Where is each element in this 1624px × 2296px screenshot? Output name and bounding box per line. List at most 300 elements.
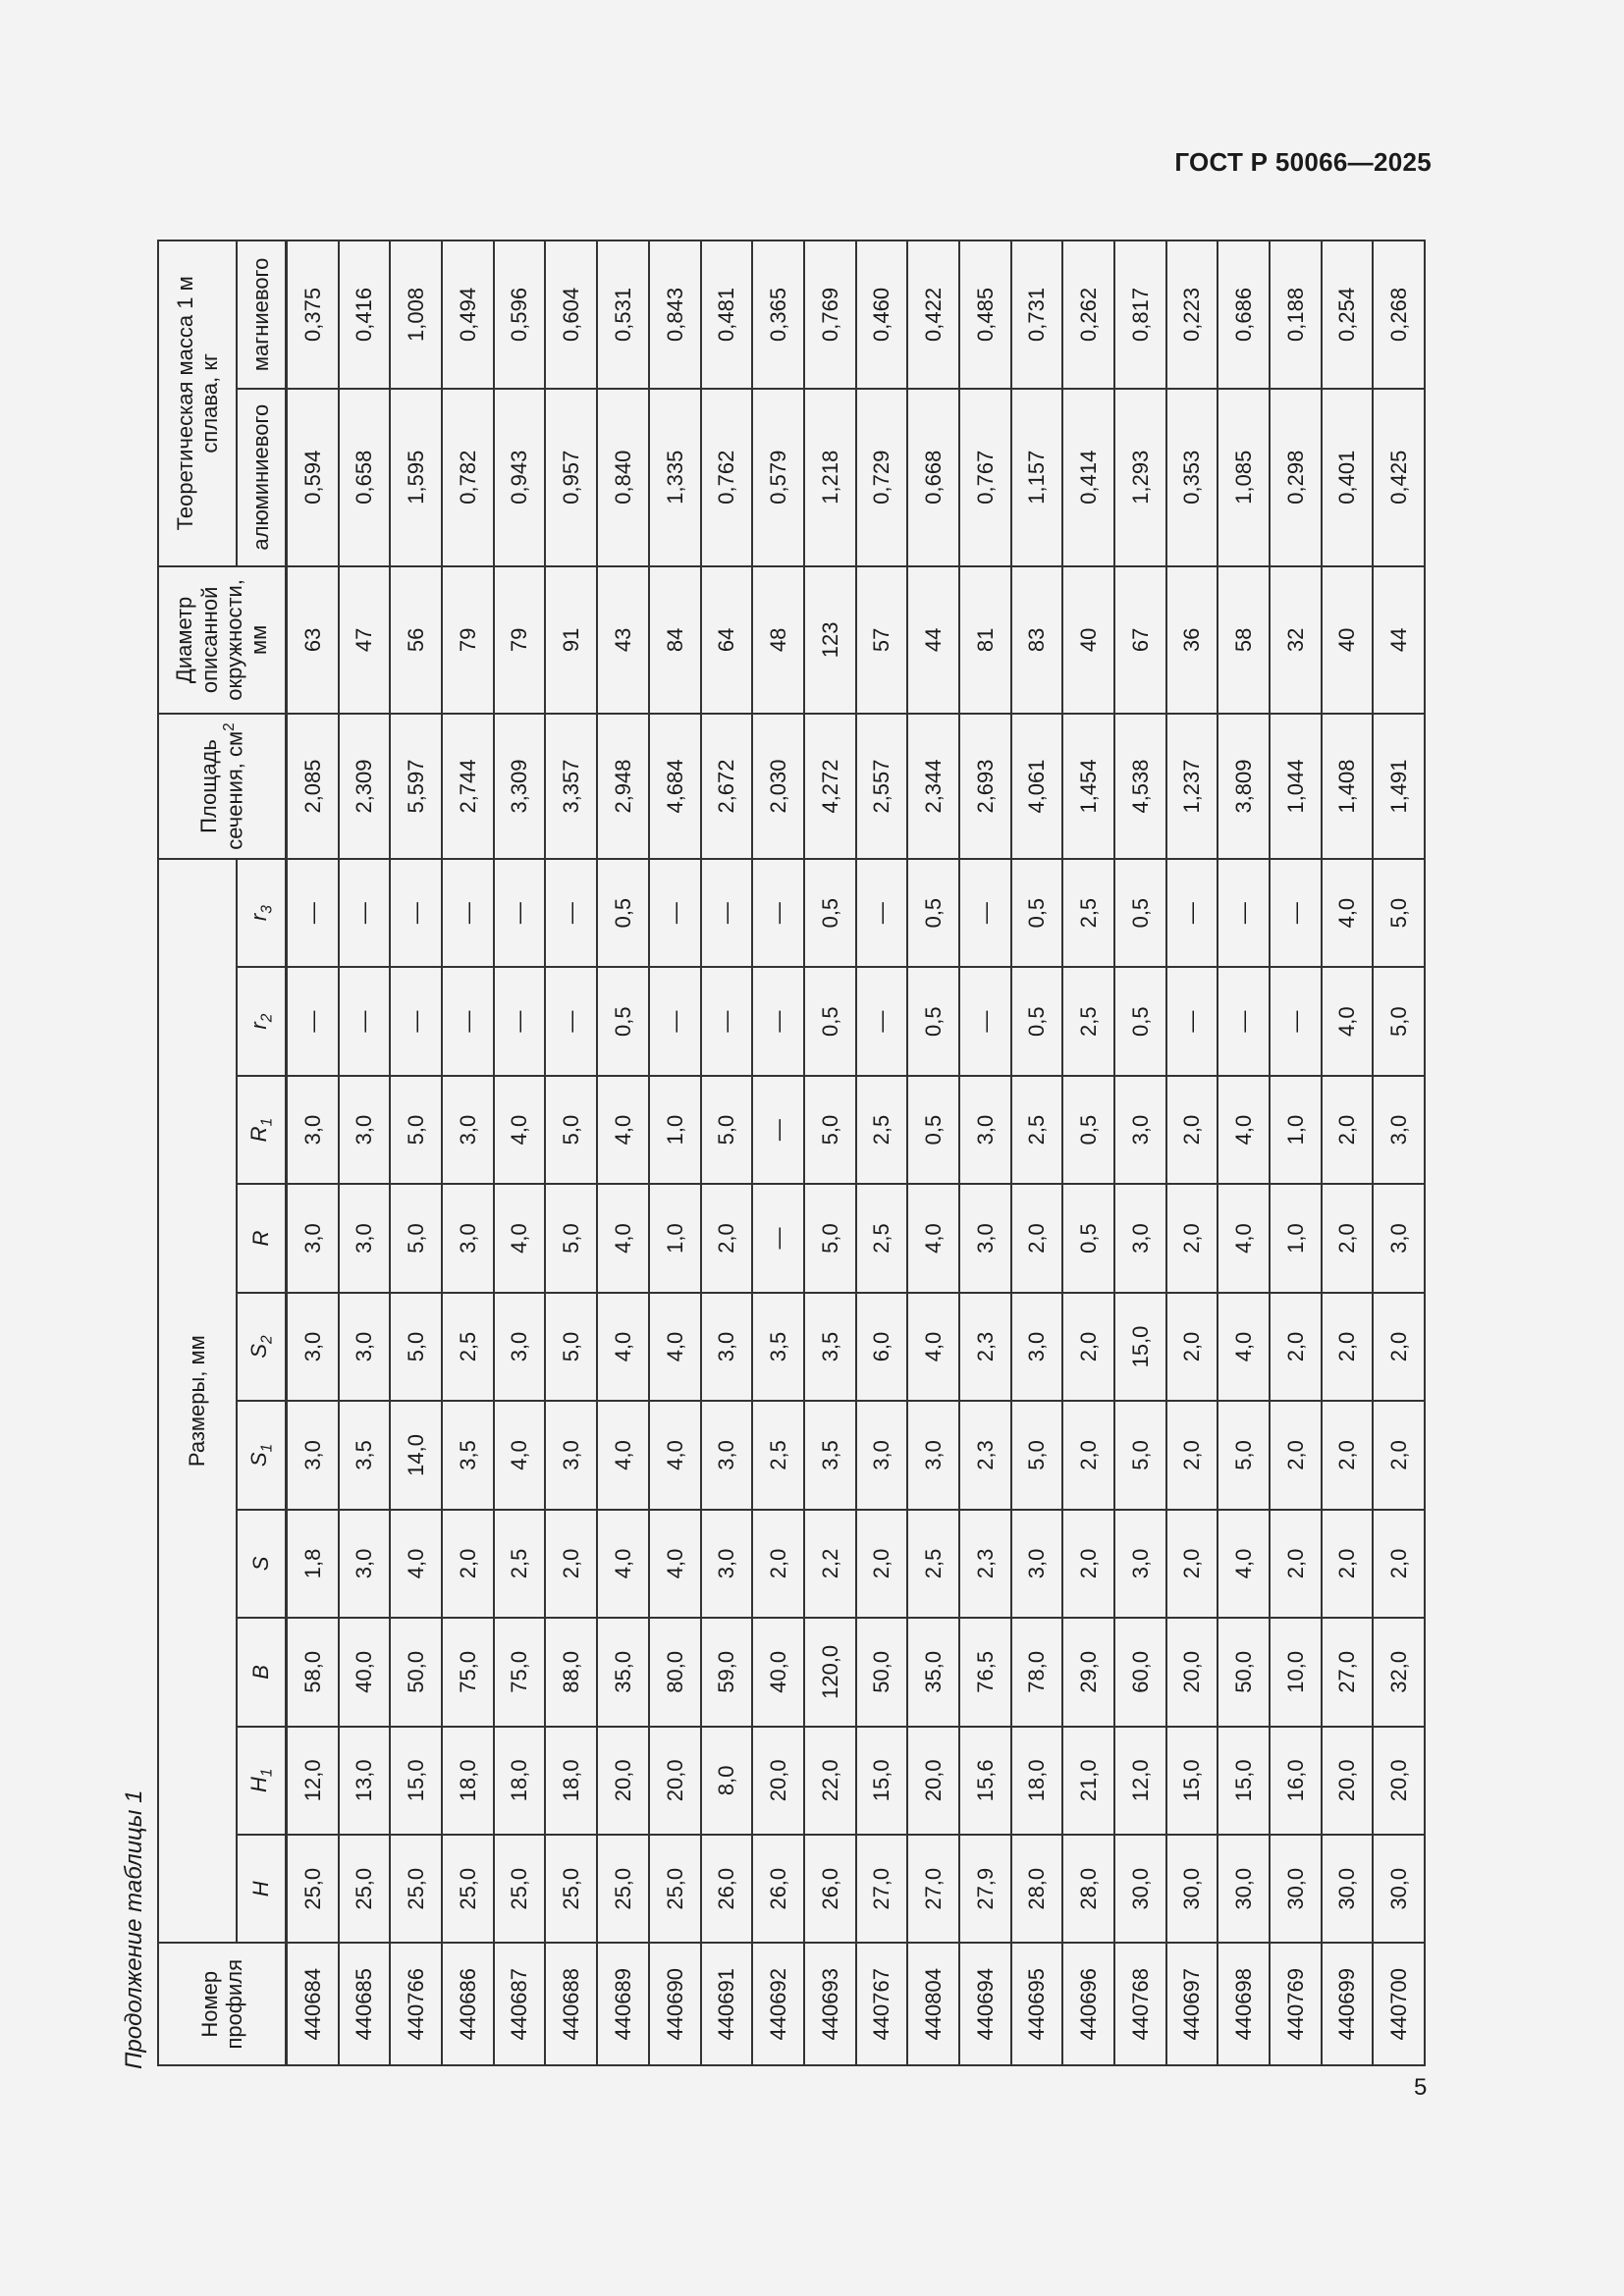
table-row bbox=[545, 240, 597, 2065]
cell-r3: 0,5 bbox=[597, 859, 649, 968]
cell-H: 27,9 bbox=[959, 1835, 1011, 1943]
cell-diameter: 47 bbox=[339, 566, 391, 715]
cell-S1: 14,0 bbox=[390, 1401, 442, 1509]
cell-H1: 18,0 bbox=[1011, 1727, 1063, 1835]
cell-area: 4,061 bbox=[1011, 714, 1063, 859]
cell-S: 2,0 bbox=[1062, 1510, 1114, 1618]
cell-profile-number: 440687 bbox=[494, 1943, 546, 2065]
cell-mass-magnesium: 0,416 bbox=[339, 240, 391, 389]
cell-area: 2,557 bbox=[856, 714, 908, 859]
table-row bbox=[494, 240, 546, 2065]
cell-S1: 2,5 bbox=[752, 1401, 804, 1509]
cell-profile-number: 440694 bbox=[959, 1943, 1011, 2065]
cell-r2: — bbox=[442, 967, 494, 1075]
cell-S1: 2,0 bbox=[1270, 1401, 1322, 1509]
cell-S1: 3,0 bbox=[856, 1401, 908, 1509]
cell-mass-magnesium: 1,008 bbox=[390, 240, 442, 389]
cell-area: 4,684 bbox=[649, 714, 701, 859]
cell-R1: 5,0 bbox=[390, 1076, 442, 1184]
cell-S: 2,0 bbox=[442, 1510, 494, 1618]
cell-B: 60,0 bbox=[1114, 1618, 1166, 1726]
cell-R: 5,0 bbox=[390, 1184, 442, 1292]
cell-r2: 0,5 bbox=[907, 967, 959, 1075]
cell-H1: 12,0 bbox=[1114, 1727, 1166, 1835]
cell-S: 3,0 bbox=[701, 1510, 753, 1618]
table-body bbox=[287, 240, 1426, 2065]
cell-H: 26,0 bbox=[752, 1835, 804, 1943]
cell-R: 3,0 bbox=[287, 1184, 339, 1292]
cell-H1: 20,0 bbox=[1373, 1727, 1425, 1835]
cell-area: 2,344 bbox=[907, 714, 959, 859]
cell-S1: 2,0 bbox=[1373, 1401, 1425, 1509]
cell-B: 40,0 bbox=[752, 1618, 804, 1726]
table-row bbox=[959, 240, 1011, 2065]
cell-R: 3,0 bbox=[442, 1184, 494, 1292]
cell-S: 3,0 bbox=[1011, 1510, 1063, 1618]
cell-area: 5,597 bbox=[390, 714, 442, 859]
cell-area: 1,491 bbox=[1373, 714, 1425, 859]
cell-S1: 3,5 bbox=[339, 1401, 391, 1509]
cell-mass-aluminum: 0,414 bbox=[1062, 389, 1114, 566]
cell-R: 2,0 bbox=[1166, 1184, 1218, 1292]
cell-S2: 5,0 bbox=[390, 1293, 442, 1401]
page-number: 5 bbox=[1414, 2074, 1428, 2101]
cell-mass-aluminum: 1,293 bbox=[1114, 389, 1166, 566]
table-row bbox=[1062, 240, 1114, 2065]
cell-H: 25,0 bbox=[339, 1835, 391, 1943]
cell-r2: 4,0 bbox=[1322, 967, 1374, 1075]
cell-B: 80,0 bbox=[649, 1618, 701, 1726]
cell-S: 2,2 bbox=[804, 1510, 856, 1618]
cell-B: 59,0 bbox=[701, 1618, 753, 1726]
cell-H: 25,0 bbox=[649, 1835, 701, 1943]
cell-S1: 5,0 bbox=[1011, 1401, 1063, 1509]
cell-H: 25,0 bbox=[390, 1835, 442, 1943]
cell-H1: 20,0 bbox=[649, 1727, 701, 1835]
cell-r3: — bbox=[339, 859, 391, 968]
cell-S: 2,5 bbox=[494, 1510, 546, 1618]
cell-R1: 5,0 bbox=[545, 1076, 597, 1184]
cell-H: 30,0 bbox=[1166, 1835, 1218, 1943]
cell-H: 25,0 bbox=[494, 1835, 546, 1943]
header-r2: $r_2$ bbox=[237, 967, 287, 1075]
cell-S: 2,0 bbox=[1270, 1510, 1322, 1618]
table-row bbox=[1114, 240, 1166, 2065]
cell-B: 27,0 bbox=[1322, 1618, 1374, 1726]
cell-profile-number: 440695 bbox=[1011, 1943, 1063, 2065]
cell-r3: — bbox=[701, 859, 753, 968]
cell-mass-aluminum: 1,218 bbox=[804, 389, 856, 566]
cell-r2: 0,5 bbox=[597, 967, 649, 1075]
cell-R: 3,0 bbox=[1114, 1184, 1166, 1292]
cell-mass-magnesium: 0,817 bbox=[1114, 240, 1166, 389]
cell-mass-aluminum: 0,668 bbox=[907, 389, 959, 566]
cell-R1: 0,5 bbox=[1062, 1076, 1114, 1184]
cell-mass-magnesium: 0,481 bbox=[701, 240, 753, 389]
cell-profile-number: 440768 bbox=[1114, 1943, 1166, 2065]
cell-mass-magnesium: 0,843 bbox=[649, 240, 701, 389]
cell-diameter: 48 bbox=[752, 566, 804, 715]
cell-r3: — bbox=[649, 859, 701, 968]
cell-S: 2,0 bbox=[752, 1510, 804, 1618]
cell-S2: 4,0 bbox=[907, 1293, 959, 1401]
cell-S1: 2,0 bbox=[1322, 1401, 1374, 1509]
cell-H: 25,0 bbox=[442, 1835, 494, 1943]
header-B: B bbox=[237, 1618, 287, 1726]
cell-R1: 2,5 bbox=[1011, 1076, 1063, 1184]
cell-r2: — bbox=[649, 967, 701, 1075]
header-mass-group: Теоретическая масса 1 м сплава, кг bbox=[158, 240, 237, 566]
cell-r3: — bbox=[1270, 859, 1322, 968]
cell-diameter: 64 bbox=[701, 566, 753, 715]
cell-B: 50,0 bbox=[390, 1618, 442, 1726]
cell-H1: 8,0 bbox=[701, 1727, 753, 1835]
cell-r2: — bbox=[287, 967, 339, 1075]
cell-area: 2,693 bbox=[959, 714, 1011, 859]
cell-diameter: 40 bbox=[1062, 566, 1114, 715]
cell-r2: — bbox=[339, 967, 391, 1075]
cell-H: 28,0 bbox=[1011, 1835, 1063, 1943]
cell-H1: 18,0 bbox=[545, 1727, 597, 1835]
cell-R1: 3,0 bbox=[1114, 1076, 1166, 1184]
cell-B: 58,0 bbox=[287, 1618, 339, 1726]
cell-R: 2,0 bbox=[1011, 1184, 1063, 1292]
cell-r3: — bbox=[1218, 859, 1270, 968]
table-row bbox=[1218, 240, 1270, 2065]
cell-R1: 5,0 bbox=[701, 1076, 753, 1184]
cell-S2: 3,0 bbox=[701, 1293, 753, 1401]
cell-B: 50,0 bbox=[856, 1618, 908, 1726]
cell-mass-aluminum: 0,353 bbox=[1166, 389, 1218, 566]
cell-diameter: 79 bbox=[442, 566, 494, 715]
cell-R: 0,5 bbox=[1062, 1184, 1114, 1292]
cell-R: 3,0 bbox=[959, 1184, 1011, 1292]
cell-diameter: 84 bbox=[649, 566, 701, 715]
cell-mass-magnesium: 0,485 bbox=[959, 240, 1011, 389]
cell-diameter: 79 bbox=[494, 566, 546, 715]
cell-R: 5,0 bbox=[804, 1184, 856, 1292]
cell-S: 1,8 bbox=[287, 1510, 339, 1618]
cell-mass-magnesium: 0,254 bbox=[1322, 240, 1374, 389]
cell-S2: 3,5 bbox=[804, 1293, 856, 1401]
header-H: H bbox=[237, 1835, 287, 1943]
cell-profile-number: 440693 bbox=[804, 1943, 856, 2065]
cell-R1: 2,0 bbox=[1322, 1076, 1374, 1184]
cell-area: 3,357 bbox=[545, 714, 597, 859]
cell-R1: 3,0 bbox=[959, 1076, 1011, 1184]
cell-mass-aluminum: 0,729 bbox=[856, 389, 908, 566]
cell-area: 1,454 bbox=[1062, 714, 1114, 859]
cell-mass-aluminum: 1,085 bbox=[1218, 389, 1270, 566]
cell-r2: 5,0 bbox=[1373, 967, 1425, 1075]
cell-S1: 4,0 bbox=[494, 1401, 546, 1509]
cell-R: 4,0 bbox=[1218, 1184, 1270, 1292]
cell-B: 88,0 bbox=[545, 1618, 597, 1726]
cell-H1: 18,0 bbox=[442, 1727, 494, 1835]
cell-H1: 20,0 bbox=[597, 1727, 649, 1835]
cell-S1: 3,0 bbox=[907, 1401, 959, 1509]
cell-R1: 1,0 bbox=[1270, 1076, 1322, 1184]
cell-diameter: 56 bbox=[390, 566, 442, 715]
cell-mass-aluminum: 0,579 bbox=[752, 389, 804, 566]
table-row bbox=[442, 240, 494, 2065]
cell-B: 40,0 bbox=[339, 1618, 391, 1726]
cell-S2: 5,0 bbox=[545, 1293, 597, 1401]
cell-R: 3,0 bbox=[1373, 1184, 1425, 1292]
cell-S1: 5,0 bbox=[1114, 1401, 1166, 1509]
cell-diameter: 44 bbox=[1373, 566, 1425, 715]
cell-r2: — bbox=[545, 967, 597, 1075]
cell-area: 2,672 bbox=[701, 714, 753, 859]
cell-profile-number: 440696 bbox=[1062, 1943, 1114, 2065]
cell-R1: 2,5 bbox=[856, 1076, 908, 1184]
cell-diameter: 44 bbox=[907, 566, 959, 715]
cell-S2: 3,0 bbox=[494, 1293, 546, 1401]
cell-H: 30,0 bbox=[1373, 1835, 1425, 1943]
cell-H1: 20,0 bbox=[752, 1727, 804, 1835]
cell-r3: — bbox=[1166, 859, 1218, 968]
cell-R1: 3,0 bbox=[1373, 1076, 1425, 1184]
cell-r3: — bbox=[545, 859, 597, 968]
header-row-top bbox=[158, 240, 237, 2065]
cell-diameter: 58 bbox=[1218, 566, 1270, 715]
cell-mass-aluminum: 0,943 bbox=[494, 389, 546, 566]
cell-r3: 0,5 bbox=[1011, 859, 1063, 968]
cell-H1: 16,0 bbox=[1270, 1727, 1322, 1835]
cell-r3: 4,0 bbox=[1322, 859, 1374, 968]
cell-S: 2,0 bbox=[1166, 1510, 1218, 1618]
cell-mass-magnesium: 0,460 bbox=[856, 240, 908, 389]
cell-S2: 3,0 bbox=[339, 1293, 391, 1401]
cell-mass-magnesium: 0,223 bbox=[1166, 240, 1218, 389]
cell-B: 76,5 bbox=[959, 1618, 1011, 1726]
cell-S1: 3,5 bbox=[442, 1401, 494, 1509]
cell-r2: 0,5 bbox=[1011, 967, 1063, 1075]
cell-r2: — bbox=[959, 967, 1011, 1075]
document-header: ГОСТ Р 50066—2025 bbox=[1174, 147, 1432, 177]
cell-mass-magnesium: 0,262 bbox=[1062, 240, 1114, 389]
cell-H: 30,0 bbox=[1270, 1835, 1322, 1943]
cell-mass-aluminum: 0,658 bbox=[339, 389, 391, 566]
cell-diameter: 36 bbox=[1166, 566, 1218, 715]
cell-area: 2,309 bbox=[339, 714, 391, 859]
cell-R: 2,5 bbox=[856, 1184, 908, 1292]
header-S2: $S_2$ bbox=[237, 1293, 287, 1401]
cell-R: 4,0 bbox=[597, 1184, 649, 1292]
table-row bbox=[856, 240, 908, 2065]
cell-R: 2,0 bbox=[1322, 1184, 1374, 1292]
cell-diameter: 63 bbox=[287, 566, 339, 715]
cell-area: 4,272 bbox=[804, 714, 856, 859]
cell-S: 2,0 bbox=[1322, 1510, 1374, 1618]
cell-B: 75,0 bbox=[442, 1618, 494, 1726]
cell-S: 2,0 bbox=[545, 1510, 597, 1618]
cell-profile-number: 440804 bbox=[907, 1943, 959, 2065]
cell-S: 2,0 bbox=[856, 1510, 908, 1618]
cell-S2: 6,0 bbox=[856, 1293, 908, 1401]
cell-r2: — bbox=[701, 967, 753, 1075]
cell-S1: 2,0 bbox=[1062, 1401, 1114, 1509]
cell-S2: 2,0 bbox=[1373, 1293, 1425, 1401]
cell-r3: 5,0 bbox=[1373, 859, 1425, 968]
cell-diameter: 57 bbox=[856, 566, 908, 715]
cell-profile-number: 440685 bbox=[339, 1943, 391, 2065]
cell-profile-number: 440767 bbox=[856, 1943, 908, 2065]
cell-mass-aluminum: 0,767 bbox=[959, 389, 1011, 566]
cell-H1: 15,0 bbox=[856, 1727, 908, 1835]
table-row bbox=[1011, 240, 1063, 2065]
cell-S: 2,5 bbox=[907, 1510, 959, 1618]
cell-diameter: 81 bbox=[959, 566, 1011, 715]
header-row-bottom bbox=[237, 240, 287, 2065]
cell-diameter: 32 bbox=[1270, 566, 1322, 715]
cell-profile-number: 440766 bbox=[390, 1943, 442, 2065]
header-R1: $R_1$ bbox=[237, 1076, 287, 1184]
cell-r2: — bbox=[494, 967, 546, 1075]
cell-area: 2,948 bbox=[597, 714, 649, 859]
cell-R: 5,0 bbox=[545, 1184, 597, 1292]
cell-S2: 4,0 bbox=[597, 1293, 649, 1401]
cell-S2: 4,0 bbox=[1218, 1293, 1270, 1401]
cell-profile-number: 440699 bbox=[1322, 1943, 1374, 2065]
cell-r2: 2,5 bbox=[1062, 967, 1114, 1075]
cell-H1: 20,0 bbox=[907, 1727, 959, 1835]
cell-H: 30,0 bbox=[1114, 1835, 1166, 1943]
cell-R1: 3,0 bbox=[442, 1076, 494, 1184]
table-row bbox=[1270, 240, 1322, 2065]
cell-profile-number: 440769 bbox=[1270, 1943, 1322, 2065]
cell-H: 25,0 bbox=[597, 1835, 649, 1943]
cell-H: 25,0 bbox=[287, 1835, 339, 1943]
cell-r3: — bbox=[442, 859, 494, 968]
table-row bbox=[907, 240, 959, 2065]
cell-H1: 15,0 bbox=[1218, 1727, 1270, 1835]
cell-mass-magnesium: 0,686 bbox=[1218, 240, 1270, 389]
cell-diameter: 40 bbox=[1322, 566, 1374, 715]
cell-r2: — bbox=[1166, 967, 1218, 1075]
cell-H1: 20,0 bbox=[1322, 1727, 1374, 1835]
table-row bbox=[752, 240, 804, 2065]
cell-S1: 3,5 bbox=[804, 1401, 856, 1509]
cell-H1: 13,0 bbox=[339, 1727, 391, 1835]
cell-H1: 21,0 bbox=[1062, 1727, 1114, 1835]
table-row bbox=[1322, 240, 1374, 2065]
cell-r2: — bbox=[752, 967, 804, 1075]
cell-R: 4,0 bbox=[494, 1184, 546, 1292]
cell-r2: 0,5 bbox=[1114, 967, 1166, 1075]
cell-r2: — bbox=[1218, 967, 1270, 1075]
cell-B: 35,0 bbox=[597, 1618, 649, 1726]
cell-S1: 3,0 bbox=[287, 1401, 339, 1509]
cell-R: 3,0 bbox=[339, 1184, 391, 1292]
header-magnesium: магниевого bbox=[237, 240, 287, 389]
cell-S1: 2,3 bbox=[959, 1401, 1011, 1509]
cell-profile-number: 440690 bbox=[649, 1943, 701, 2065]
cell-profile-number: 440697 bbox=[1166, 1943, 1218, 2065]
cell-mass-aluminum: 0,957 bbox=[545, 389, 597, 566]
table-row bbox=[390, 240, 442, 2065]
cell-R1: 4,0 bbox=[494, 1076, 546, 1184]
cell-mass-magnesium: 0,769 bbox=[804, 240, 856, 389]
cell-R1: 3,0 bbox=[287, 1076, 339, 1184]
table-row bbox=[701, 240, 753, 2065]
cell-R: 1,0 bbox=[1270, 1184, 1322, 1292]
table-row bbox=[597, 240, 649, 2065]
cell-S1: 5,0 bbox=[1218, 1401, 1270, 1509]
cell-S: 4,0 bbox=[390, 1510, 442, 1618]
cell-mass-magnesium: 0,365 bbox=[752, 240, 804, 389]
cell-B: 75,0 bbox=[494, 1618, 546, 1726]
cell-diameter: 91 bbox=[545, 566, 597, 715]
cell-profile-number: 440684 bbox=[287, 1943, 339, 2065]
cell-B: 10,0 bbox=[1270, 1618, 1322, 1726]
cell-R: 1,0 bbox=[649, 1184, 701, 1292]
cell-S1: 3,0 bbox=[545, 1401, 597, 1509]
cell-mass-aluminum: 0,594 bbox=[287, 389, 339, 566]
cell-mass-aluminum: 0,425 bbox=[1373, 389, 1425, 566]
cell-H1: 12,0 bbox=[287, 1727, 339, 1835]
table-caption: Продолжение таблицы 1 bbox=[121, 1789, 147, 2069]
cell-H1: 15,0 bbox=[390, 1727, 442, 1835]
cell-H1: 22,0 bbox=[804, 1727, 856, 1835]
cell-mass-magnesium: 0,422 bbox=[907, 240, 959, 389]
header-area: Площадь сечения, $см^2$ bbox=[158, 714, 287, 859]
header-r3: $r_3$ bbox=[237, 859, 287, 968]
cell-R1: 0,5 bbox=[907, 1076, 959, 1184]
cell-area: 4,538 bbox=[1114, 714, 1166, 859]
cell-mass-aluminum: 1,595 bbox=[390, 389, 442, 566]
table-row bbox=[804, 240, 856, 2065]
cell-H: 26,0 bbox=[804, 1835, 856, 1943]
header-dimensions-group: Размеры, мм bbox=[158, 859, 237, 1944]
table-row bbox=[649, 240, 701, 2065]
cell-mass-aluminum: 0,782 bbox=[442, 389, 494, 566]
cell-R: 4,0 bbox=[907, 1184, 959, 1292]
cell-B: 35,0 bbox=[907, 1618, 959, 1726]
cell-area: 3,809 bbox=[1218, 714, 1270, 859]
cell-mass-magnesium: 0,731 bbox=[1011, 240, 1063, 389]
cell-R1: 1,0 bbox=[649, 1076, 701, 1184]
cell-S: 2,0 bbox=[1373, 1510, 1425, 1618]
cell-S2: 3,0 bbox=[287, 1293, 339, 1401]
header-diameter: Диаметр описанной окружности, мм bbox=[158, 566, 287, 715]
cell-mass-aluminum: 0,762 bbox=[701, 389, 753, 566]
table-row bbox=[1166, 240, 1218, 2065]
cell-S1: 3,0 bbox=[701, 1401, 753, 1509]
cell-S2: 2,0 bbox=[1270, 1293, 1322, 1401]
cell-R1: 3,0 bbox=[339, 1076, 391, 1184]
cell-R: 2,0 bbox=[701, 1184, 753, 1292]
header-aluminum: алюминиевого bbox=[237, 389, 287, 566]
cell-B: 29,0 bbox=[1062, 1618, 1114, 1726]
cell-mass-aluminum: 0,401 bbox=[1322, 389, 1374, 566]
cell-S: 4,0 bbox=[649, 1510, 701, 1618]
header-R: R bbox=[237, 1184, 287, 1292]
cell-S2: 2,0 bbox=[1322, 1293, 1374, 1401]
table-row bbox=[287, 240, 339, 2065]
rotated-table-block bbox=[110, 165, 1426, 2069]
cell-S: 4,0 bbox=[597, 1510, 649, 1618]
cell-mass-aluminum: 0,298 bbox=[1270, 389, 1322, 566]
cell-S1: 4,0 bbox=[649, 1401, 701, 1509]
cell-area: 1,237 bbox=[1166, 714, 1218, 859]
cell-R1: 4,0 bbox=[1218, 1076, 1270, 1184]
cell-S2: 15,0 bbox=[1114, 1293, 1166, 1401]
cell-S: 3,0 bbox=[1114, 1510, 1166, 1618]
cell-B: 32,0 bbox=[1373, 1618, 1425, 1726]
cell-S2: 3,5 bbox=[752, 1293, 804, 1401]
cell-r2: — bbox=[390, 967, 442, 1075]
